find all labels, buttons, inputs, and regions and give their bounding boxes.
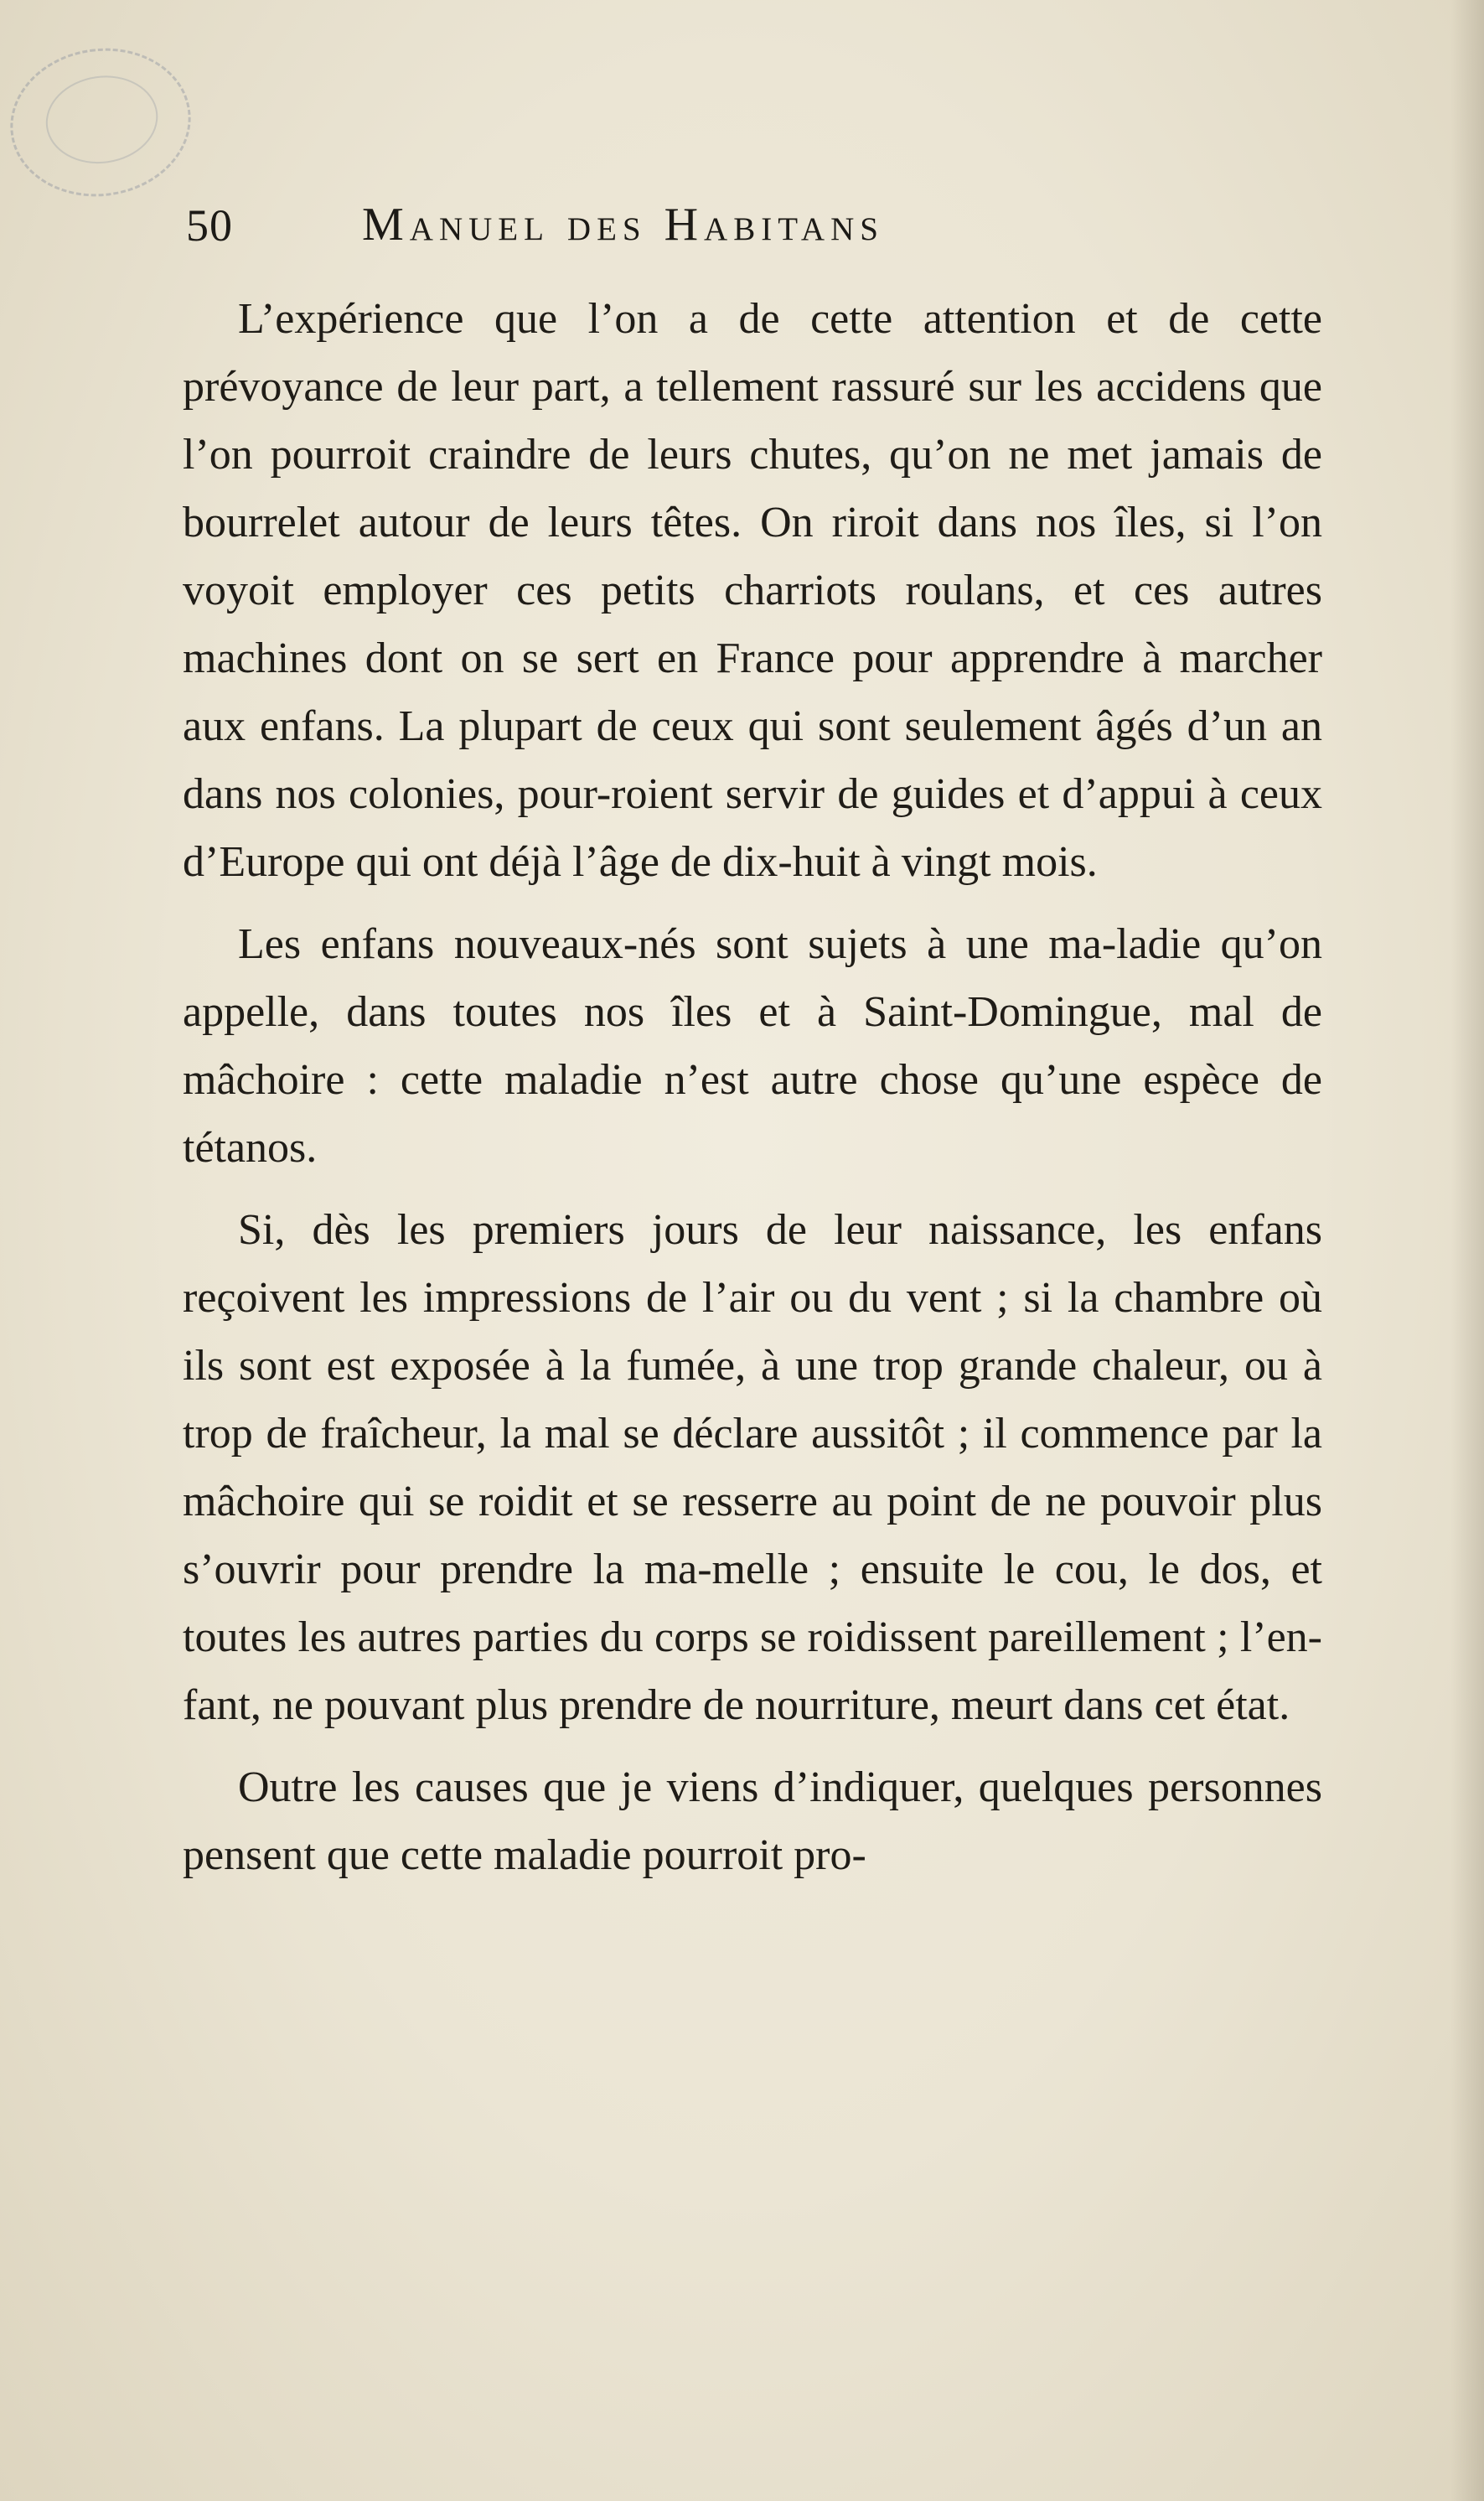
page-edge-shadow <box>1450 0 1484 2501</box>
library-stamp <box>1 37 200 208</box>
page-number: 50 <box>186 200 233 251</box>
running-title: Manuel des Habitans <box>362 199 884 251</box>
paragraph-2: Les enfans nouveaux-nés sont sujets à une ma-ladie qu’on appelle, dans toutes nos îles et à Saint-Domingue, mal de mâchoire : cette maladie n’est autre chose qu’une espèce de tétanos. <box>183 920 1322 1172</box>
paragraph-4: Outre les causes que je viens d’indiquer, quelques personnes pensent que cette maladie pourroit pro- <box>183 1763 1322 1879</box>
paragraph-3: Si, dès les premiers jours de leur naissance, les enfans reçoivent les impressions de l’air ou du vent ; si la chambre où ils sont est exposée à la fumée, à une trop grande chaleur, ou à trop de fraîcheur, la mal se déclare aussitôt ; il commence par la mâchoire qui se roidit et se resserre au point de ne pouvoir plus s’ouvrir pour prendre la ma-melle ; ensuite le cou, le dos, et toutes les autres parties du corps se roidissent pareillement ; l’en-fant, ne pouvant plus prendre de nourriture, meurt dans cet état. <box>183 1206 1322 1729</box>
page-header <box>186 194 1334 261</box>
paragraph-1: L’expérience que l’on a de cette attention et de cette prévoyance de leur part, a tellement rassuré sur les accidens que l’on pourroit craindre de leurs chutes, qu’on ne met jamais de bourrelet autour de leurs têtes. On riroit dans nos îles, si l’on voyoit employer ces petits charriots roulans, et ces autres machines dont on se sert en France pour apprendre à marcher aux enfans. La plupart de ceux qui sont seulement âgés d’un an dans nos colonies, pour-roient servir de guides et d’appui à ceux d’Europe qui ont déjà l’âge de dix-huit à vingt mois. <box>183 295 1322 886</box>
library-stamp-inner <box>40 69 163 171</box>
body-text <box>183 285 1322 1903</box>
